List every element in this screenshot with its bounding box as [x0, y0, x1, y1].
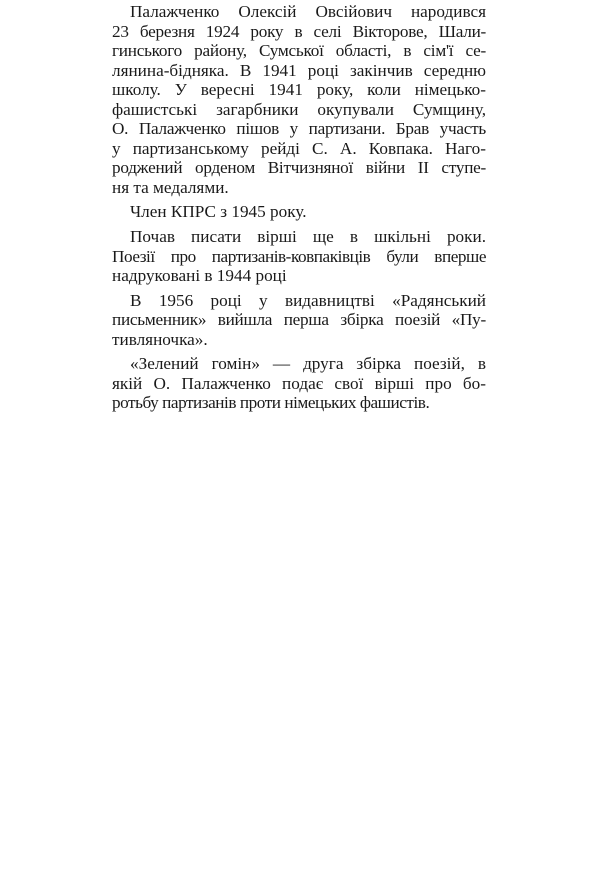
text-line: письменник» вийшла перша збірка поезій «Пу- — [112, 310, 486, 330]
text-line: роджений орденом Вітчизняної війни II ступе- — [112, 158, 486, 178]
text-line: фашистські загарбники окупували Сумщину, — [112, 99, 486, 119]
text-line: ня та медалями. — [112, 177, 229, 197]
text-line: гинського району, Сумської області, в сім'ї се- — [112, 41, 486, 61]
text-line: школу. У вересні 1941 року, коли німецько- — [112, 80, 486, 100]
text-line: В 1956 році у видавництві «Радянський — [130, 290, 486, 310]
text-line: Почав писати вірші ще в шкільні роки. — [130, 227, 486, 247]
text-line: 23 березня 1924 року в селі Вікторове, Шали- — [112, 21, 486, 41]
paragraph-first-collection — [112, 291, 486, 350]
text-line: лянина-бідняка. В 1941 році закінчив середню — [112, 60, 486, 80]
paragraph-biography — [112, 2, 486, 197]
text-line: Поезії про партизанів-ковпаківців були вперше — [112, 246, 486, 266]
paragraph-second-collection — [112, 354, 486, 413]
text-line: якій О. Палажченко подає свої вірші про бо- — [112, 373, 486, 393]
text-line: у партизанському рейді С. А. Ковпака. Наго- — [112, 138, 486, 158]
text-line: «Зелений гомін» — друга збірка поезій, в — [130, 354, 486, 374]
text-line: ротьбу партизанів проти німецьких фашистів. — [112, 393, 430, 413]
text-line: надруковані в 1944 році — [112, 266, 287, 286]
paragraph-party-membership — [112, 202, 486, 222]
biography-text — [112, 2, 486, 413]
text-line: тивляночка». — [112, 329, 208, 349]
text-line: Член КПРС з 1945 року. — [130, 202, 307, 222]
text-line: О. Палажченко пішов у партизани. Брав участь — [112, 119, 486, 139]
text-line: Палажченко Олексій Овсійович народився — [130, 2, 486, 21]
paragraph-first-poems — [112, 227, 486, 286]
